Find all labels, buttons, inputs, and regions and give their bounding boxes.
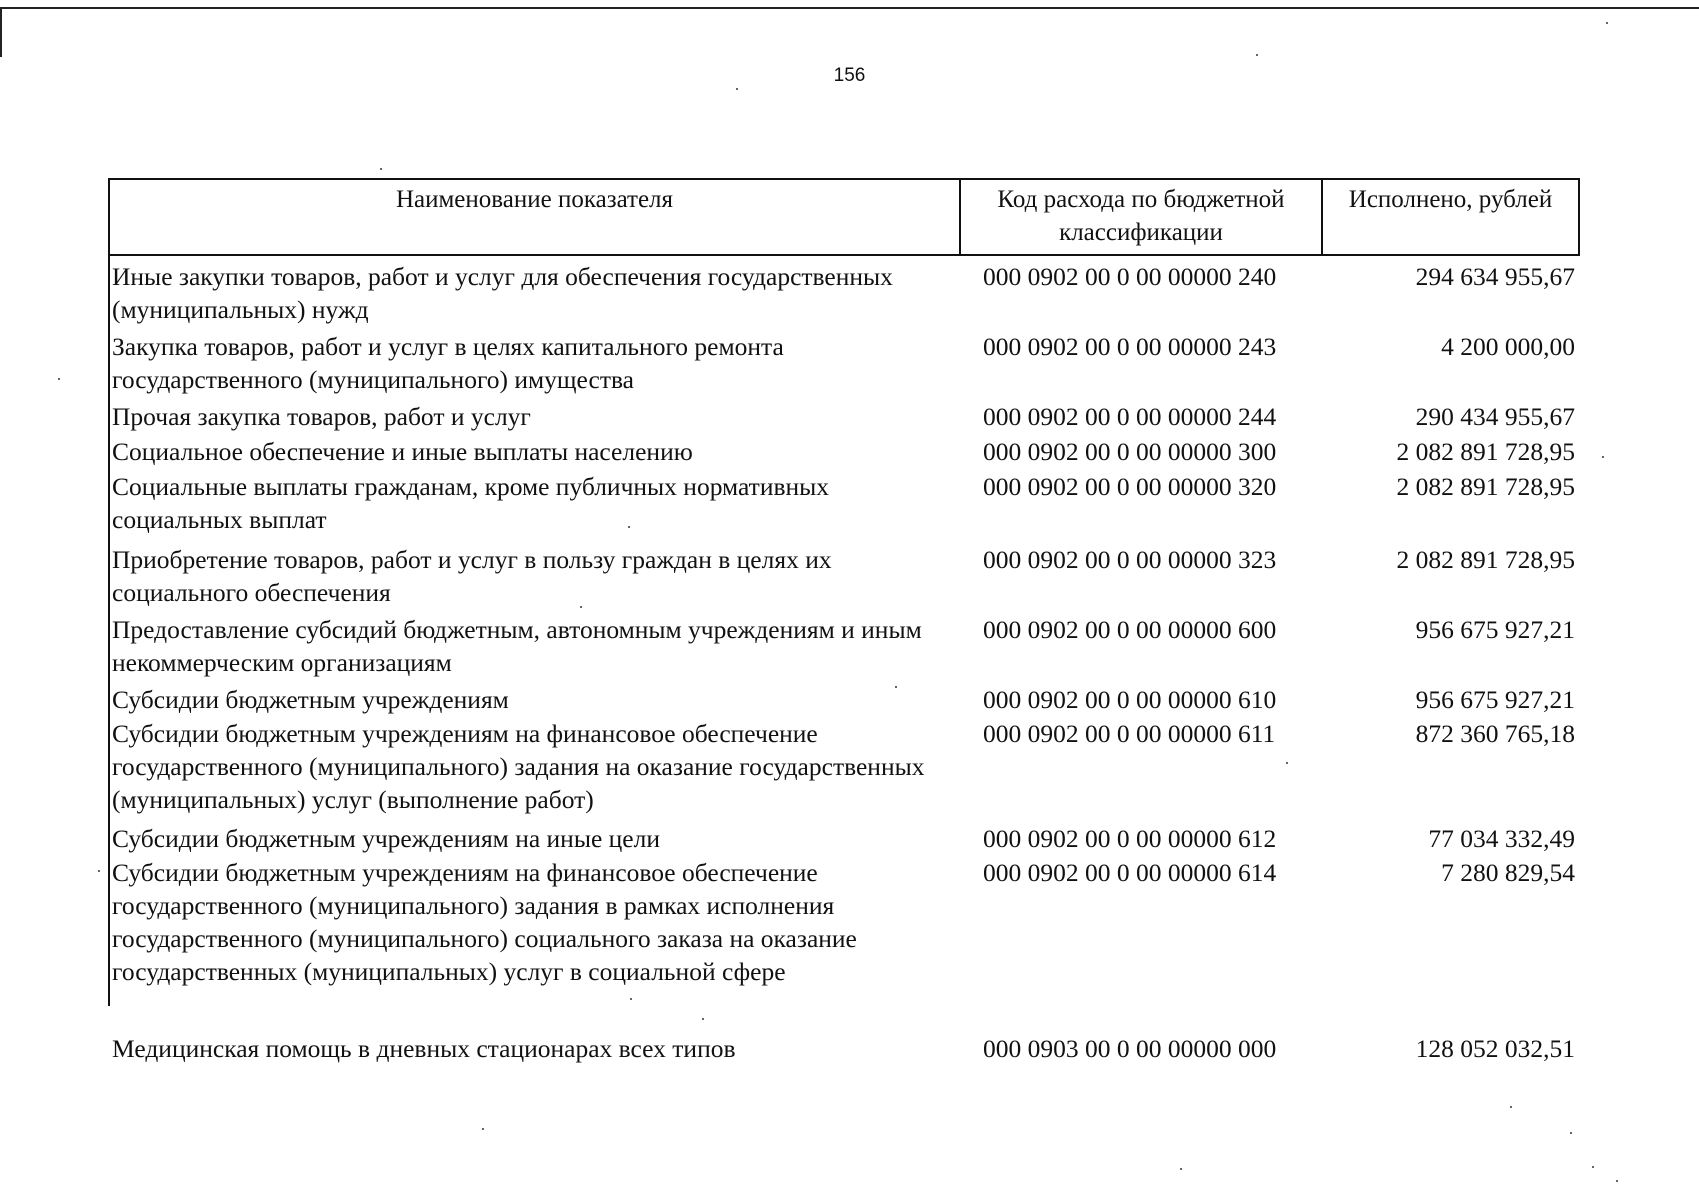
row-amount: 872 360 765,18	[1415, 719, 1575, 748]
row-name: Приобретение товаров, работ и услуг в пользу граждан в целях их социального обеспечения	[112, 545, 832, 607]
row-code: 000 0902 00 0 00 00000 300	[983, 437, 1277, 466]
row-amount: 956 675 927,21	[1415, 685, 1575, 714]
row-name: Прочая закупка товаров, работ и услуг	[112, 402, 531, 431]
scan-speck	[482, 1128, 484, 1130]
scan-edge-tick	[0, 9, 2, 57]
row-name: Субсидии бюджетным учреждениям	[112, 685, 509, 714]
row-code: 000 0902 00 0 00 00000 612	[983, 824, 1277, 853]
row-name: Медицинская помощь в дневных стационарах всех типов	[112, 1034, 736, 1063]
row-amount: 77 034 332,49	[1428, 824, 1575, 853]
row-code: 000 0902 00 0 00 00000 600	[983, 615, 1277, 644]
row-amount: 290 434 955,67	[1415, 402, 1575, 431]
row-name: Субсидии бюджетным учреждениям на иные цели	[112, 824, 660, 853]
row-amount: 128 052 032,51	[1415, 1034, 1575, 1063]
row-name: Иные закупки товаров, работ и услуг для обеспечения государственных (муниципальных) нужд	[112, 262, 893, 324]
row-code: 000 0902 00 0 00 00000 611	[983, 719, 1276, 748]
row-code: 000 0902 00 0 00 00000 243	[983, 332, 1277, 361]
scan-speck	[1592, 1166, 1594, 1168]
scan-speck	[628, 526, 630, 528]
table-left-border	[108, 254, 110, 1006]
row-code: 000 0902 00 0 00 00000 323	[983, 545, 1277, 574]
row-code: 000 0902 00 0 00 00000 610	[983, 685, 1277, 714]
page-number: 156	[833, 65, 866, 86]
scan-speck	[1616, 1180, 1618, 1182]
row-code: 000 0902 00 0 00 00000 320	[983, 472, 1277, 501]
row-code: 000 0902 00 0 00 00000 244	[983, 402, 1277, 431]
row-name: Предоставление субсидий бюджетным, автономным учреждениям и иным некоммерческим организациям	[112, 615, 922, 677]
scan-speck	[895, 686, 897, 688]
row-name: Субсидии бюджетным учреждениям на финансовое обеспечение государственного (муниципального) задания на оказание государственных (муниципальных) услуг (выполнение работ)	[112, 719, 925, 814]
scan-speck	[702, 1018, 704, 1020]
row-amount: 294 634 955,67	[1415, 262, 1575, 291]
scan-speck	[1286, 762, 1288, 764]
header-code: Код расхода по бюджетной классификации	[961, 180, 1323, 254]
row-name: Субсидии бюджетным учреждениям на финансовое обеспечение государственного (муниципального) задания в рамках исполнения государственного (муниципального) социального заказа на оказание государственных (муниципальных) услуг в социальной сфере	[112, 858, 857, 986]
row-amount: 7 280 829,54	[1441, 858, 1575, 887]
scan-speck	[58, 378, 60, 380]
row-amount: 4 200 000,00	[1441, 332, 1575, 361]
row-name: Социальное обеспечение и иные выплаты населению	[112, 437, 693, 466]
row-amount: 956 675 927,21	[1415, 615, 1575, 644]
scan-speck	[580, 606, 582, 608]
scan-speck	[1602, 456, 1604, 458]
scan-edge-line	[0, 7, 1699, 9]
row-amount: 2 082 891 728,95	[1396, 545, 1575, 574]
scan-speck	[736, 88, 738, 90]
scan-speck	[1510, 1106, 1512, 1108]
scan-speck	[380, 168, 382, 170]
table-header	[108, 178, 1580, 256]
row-code: 000 0903 00 0 00 00000 000	[983, 1034, 1277, 1063]
header-amount: Исполнено, рублей	[1348, 186, 1553, 213]
row-name: Закупка товаров, работ и услуг в целях капитального ремонта государственного (муниципального) имущества	[112, 332, 784, 394]
scan-speck	[630, 998, 632, 1000]
scan-speck	[1606, 22, 1608, 24]
row-code: 000 0902 00 0 00 00000 240	[983, 262, 1277, 291]
row-amount: 2 082 891 728,95	[1396, 472, 1575, 501]
row-amount: 2 082 891 728,95	[1396, 437, 1575, 466]
scan-speck	[1180, 1168, 1182, 1170]
scan-speck	[1570, 1132, 1572, 1134]
row-name: Социальные выплаты гражданам, кроме публичных нормативных социальных выплат	[112, 472, 830, 534]
scan-speck	[98, 870, 100, 872]
scan-speck	[1256, 54, 1258, 56]
row-code: 000 0902 00 0 00 00000 614	[983, 858, 1277, 887]
header-name: Наименование показателя	[110, 180, 961, 254]
